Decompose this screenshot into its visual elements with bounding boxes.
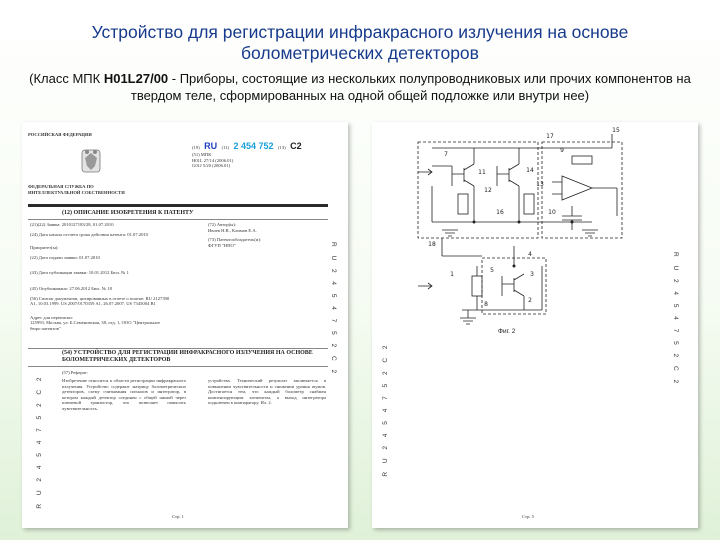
abstract-left: Изобретение относится к области регистрации инфракрасного излучения. Устройство содержит матрицу болометрических детекторов, схему считывания сигналов и интегратор, в котором каждый детектор соединен с общей шиной через ключевой транзистор, что позволяет повысить чувствительность.	[62, 378, 186, 411]
abstract-right: устройства. Технический результат заключается в повышении чувствительности и снижении уровня шумов. Достигается тем, что каждый болометр снабжен компенсирующим элементом, а выход интегратора подключен к компаратору. Ил. 2.	[208, 378, 326, 406]
circuit-diagram	[412, 126, 662, 336]
service-name: ФЕДЕРАЛЬНАЯ СЛУЖБА ПО ИНТЕЛЛЕКТУАЛЬНОЙ СОБСТВЕННОСТИ	[28, 184, 125, 195]
callout-label: 10	[548, 209, 556, 216]
spine-text-right: R U 2 4 5 4 7 5 2 C 2	[672, 252, 679, 387]
slide-subtitle	[10, 70, 710, 104]
callout-label: 13	[536, 181, 544, 188]
separator-rule	[28, 348, 328, 349]
callout-label: 17	[546, 133, 554, 140]
callout-label: 15	[612, 127, 620, 134]
patent-drawing-page	[372, 122, 698, 528]
ipc-block	[192, 152, 272, 169]
page-footer: Стр. 5	[522, 514, 534, 519]
class-suffix: - Приборы, состоящие из нескольких полупроводниковых или прочих компонентов на твердом теле, сформированных на одной общей подложке или внутри нее)	[130, 71, 691, 103]
callout-label: 5	[490, 267, 494, 274]
class-prefix: (Класс МПК	[29, 71, 104, 86]
biblio-item: (73) Патентообладатель(и):	[208, 237, 262, 243]
ipc-line: G01J 5/20 (2006.01)	[192, 163, 231, 169]
bibliographic-left-column	[30, 222, 170, 332]
patent-kind: C2	[290, 141, 302, 151]
patent-text-page	[22, 122, 348, 528]
code-11: (11)	[221, 145, 230, 150]
spine-text-right: R U 2 4 5 4 7 5 2 C 2	[330, 242, 337, 377]
biblio-item: Приоритет(ы):	[30, 245, 59, 251]
biblio-item: (24) Дата начала отсчета срока действия патента: 01.07.2010	[30, 231, 148, 237]
callout-label: 16	[496, 209, 504, 216]
description-title: (12) ОПИСАНИЕ ИЗОБРЕТЕНИЯ К ПАТЕНТУ	[62, 210, 194, 216]
biblio-item: (56) Список документов, цитированных в отчете о поиске: RU 2127390 A1, 10.03.1999. US 2007/0170359 A1, 26.07.2007. US 7345004 B1	[30, 295, 170, 307]
biblio-item: (22) Дата подачи заявки: 01.07.2010	[30, 254, 100, 260]
callout-label: 14	[526, 167, 534, 174]
figure-caption: Фиг. 2	[498, 328, 516, 335]
ipc-line: H01L 27/14 (2006.01)	[192, 157, 234, 163]
ipc-line: (51) МПК	[192, 152, 212, 157]
header-rule	[28, 204, 328, 207]
callout-label: 1	[450, 271, 454, 278]
page-footer: Стр. 1	[172, 514, 184, 519]
callout-label: 2	[528, 297, 532, 304]
biblio-item: (72) Автор(ы):	[208, 222, 237, 227]
title-rule	[28, 219, 328, 220]
biblio-item: (45) Опубликовано: 27.06.2012 Бюл. № 18	[30, 285, 112, 291]
biblio-item: (43) Дата публикации заявки: 10.01.2012 Бюл. № 1	[30, 270, 129, 276]
callout-label: 3	[530, 271, 534, 278]
callout-label: 8	[484, 301, 488, 308]
spine-text-left: R U 2 4 5 4 7 5 2 C 2	[382, 342, 389, 477]
separator-rule	[28, 366, 328, 367]
callout-label: 11	[478, 169, 486, 176]
biblio-item: (21)(22) Заявка: 2010127183/28, 01.07.2010	[30, 222, 114, 227]
coat-of-arms-emblem	[76, 144, 106, 178]
callout-label: 18	[428, 241, 436, 248]
patent-number: 2 454 752	[233, 141, 274, 151]
callout-label: 9	[560, 147, 564, 154]
code-19: (19)	[192, 145, 200, 150]
invention-title: (54) УСТРОЙСТВО ДЛЯ РЕГИСТРАЦИИ ИНФРАКРАСНОГО ИЗЛУЧЕНИЯ НА ОСНОВЕ БОЛОМЕТРИЧЕСКИХ ДЕТЕКТОРОВ	[62, 350, 313, 363]
spine-text-left: R U 2 4 5 4 7 5 2 C 2	[36, 374, 43, 509]
federation-label: РОССИЙСКАЯ ФЕДЕРАЦИЯ	[28, 132, 92, 137]
biblio-item: Ивлев Н.В., Климов Е.А.	[208, 227, 257, 233]
abstract-label: (57) Реферат:	[62, 370, 88, 375]
bibliographic-right-column	[208, 222, 318, 248]
callout-label: 4	[528, 251, 532, 258]
biblio-item: Адрес для переписки:	[30, 314, 73, 320]
code-13: (13)	[278, 145, 286, 150]
callout-label: 7	[444, 151, 448, 158]
slide-title: Устройство для регистрации инфракрасного излучения на основе болометрических детекторов	[91, 22, 629, 63]
class-code: H01L27/00	[103, 71, 169, 86]
biblio-item: ФГУП "НПО"	[208, 242, 236, 248]
patent-country: RU	[204, 141, 218, 151]
biblio-item: 125993, Москва, ул. Б.Семеновская, 38, отд. 1, ООО "Центральное бюро патентов"	[30, 320, 161, 331]
callout-label: 12	[484, 187, 492, 194]
